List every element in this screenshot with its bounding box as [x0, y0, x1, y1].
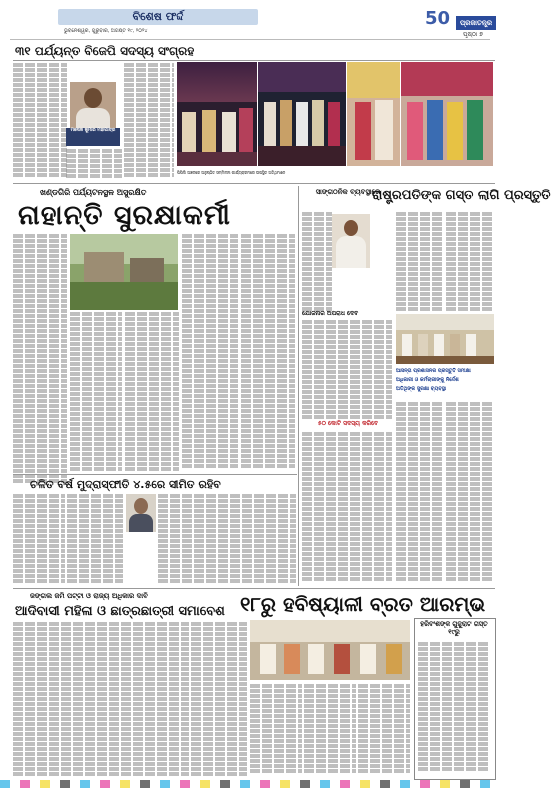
story3-col1	[302, 212, 332, 312]
bottom-col4	[191, 622, 247, 778]
bottom-headline-right: ୧୮ରୁ ହବିଷ୍ୟାଳୀ ବ୍ରତ ଆରମ୍ଭ	[240, 592, 486, 616]
section-title: ବିଶେଷ ଫର୍ଦ୍ଦ	[58, 9, 258, 25]
portrait-label: ମନୋଜ କୁମାର ମହାପାତ୍ର	[66, 128, 120, 146]
story3-col4	[396, 212, 444, 312]
story3-headline: ରାଷ୍ଟ୍ରପତିଙ୍କ ଗସ୍ତ ଲାଗି ପ୍ରସ୍ତୁତି	[372, 188, 551, 203]
registration-strip	[0, 780, 500, 788]
bottom-col5	[250, 684, 302, 778]
anniversary-logo: 50	[425, 8, 451, 29]
story4-col3	[158, 494, 296, 584]
story2-kicker: ଖଣ୍ଡଗିରି ପର୍ଯ୍ୟଟନସ୍ଥଳ ଅସୁରକ୍ଷିତ	[40, 188, 147, 197]
event-photo-dais	[258, 62, 346, 166]
story3-col3	[302, 432, 392, 582]
story1-caption: ପିପିଲି ଅଞ୍ଚଳରେ ଅନୁଷ୍ଠିତ ସମ୍ମିଳନୀ କାର୍ଯ୍ୟକ୍ରମରେ ଉପସ୍ଥିତ ଅତିଥିମାନେ	[177, 170, 286, 175]
bottom-col3	[133, 622, 189, 778]
bottom-kicker: ଜଙ୍ଗଲ ଜମି ପଟ୍ଟା ଓ ରାଜ୍ୟ ଅଧିକାର ଦାବି	[30, 592, 148, 600]
page-number: ପୃଷ୍ଠା ୭	[463, 31, 483, 38]
sidebar-box-body	[418, 642, 490, 776]
story2-col2	[70, 312, 122, 472]
story3-col6	[396, 402, 444, 582]
divider	[13, 183, 495, 184]
story3-quote: ୫୦ କୋଟି ସଦସ୍ୟ କରିବେ	[317, 420, 379, 427]
story3-kicker: ସାଙ୍ଗଠନିକ ବ୍ୟବସ୍ଥାରେ	[315, 188, 381, 196]
story4-col2	[67, 494, 123, 584]
governor-photo	[126, 494, 156, 532]
story1-col3	[124, 63, 174, 181]
story2-col3	[125, 312, 179, 472]
sidebar-bullet: ଅତିଥିଙ୍କ ସୁରକ୍ଷା ବ୍ୟବସ୍ଥା	[396, 386, 447, 392]
story1-col2	[66, 149, 122, 181]
story3-col7	[446, 402, 494, 582]
column-rule	[298, 186, 299, 586]
sidebar-bullet: ଅଧିକାରୀ ଓ କର୍ମଚାରୀଙ୍କୁ ନିର୍ଦ୍ଦେଶ	[396, 377, 459, 383]
event-photo-garland	[347, 62, 400, 166]
event-photo-women	[401, 62, 493, 166]
story2-headline: ନାହାନ୍ତି ସୁରକ୍ଷାକର୍ମୀ	[18, 200, 231, 231]
story2-col5	[241, 234, 295, 472]
divider	[13, 588, 495, 589]
bottom-col1	[13, 622, 71, 778]
story3-subhead: ଯୋଜନାର ଅପରାଧ ଦେବ	[302, 310, 359, 317]
divider	[13, 474, 297, 475]
story1-headline: ୩୧ ପର୍ଯ୍ୟନ୍ତ ବିଜେପି ସଦସ୍ୟ ସଂଗ୍ରହ	[15, 44, 195, 58]
sidebar-box-title: ହରିବଂଶଙ୍କ ଗୁଜୁରାଟ ଗସ୍ତ ୧୯ରୁ	[420, 620, 488, 636]
story4-headline: ଚଳିତ ବର୍ଷ ମୁଦ୍ରାସ୍ଫୀତି ୪.୫ରେ ସୀମିତ ରହିବ	[30, 478, 221, 491]
story4-col1	[13, 494, 65, 584]
bottom-col7	[358, 684, 410, 778]
dateline: ଭୁବନେଶ୍ୱର, ଗୁରୁବାର, ଅଗଷ୍ଟ ୧୯, ୨୦୨୪	[64, 28, 148, 34]
sidebar-bullets	[396, 368, 494, 392]
bottom-col2	[73, 622, 131, 778]
divider	[13, 60, 495, 61]
khandagiri-photo	[70, 234, 178, 310]
ritual-photo	[250, 620, 410, 680]
bottom-col6	[304, 684, 356, 778]
story3-col2	[302, 320, 392, 420]
sidebar-bullet: ଆସନ୍ତା ପ୍ରଶାସନର ପ୍ରସ୍ତୁତି ସମୀକ୍ଷା	[396, 368, 471, 374]
story2-col4	[182, 234, 238, 472]
paper-name: ପ୍ରଜାତନ୍ତ୍ର	[456, 16, 496, 30]
story1-col1	[13, 63, 67, 181]
minister-photo	[332, 214, 370, 268]
event-photo-stage	[177, 62, 257, 166]
bottom-headline-left: ଆଦିବାସୀ ମହିଳା ଓ ଛାତ୍ରଛାତ୍ରୀ ସମାବେଶ	[15, 604, 225, 619]
meeting-photo	[396, 314, 494, 364]
story3-col5	[446, 212, 494, 312]
portrait-photo	[70, 82, 116, 128]
